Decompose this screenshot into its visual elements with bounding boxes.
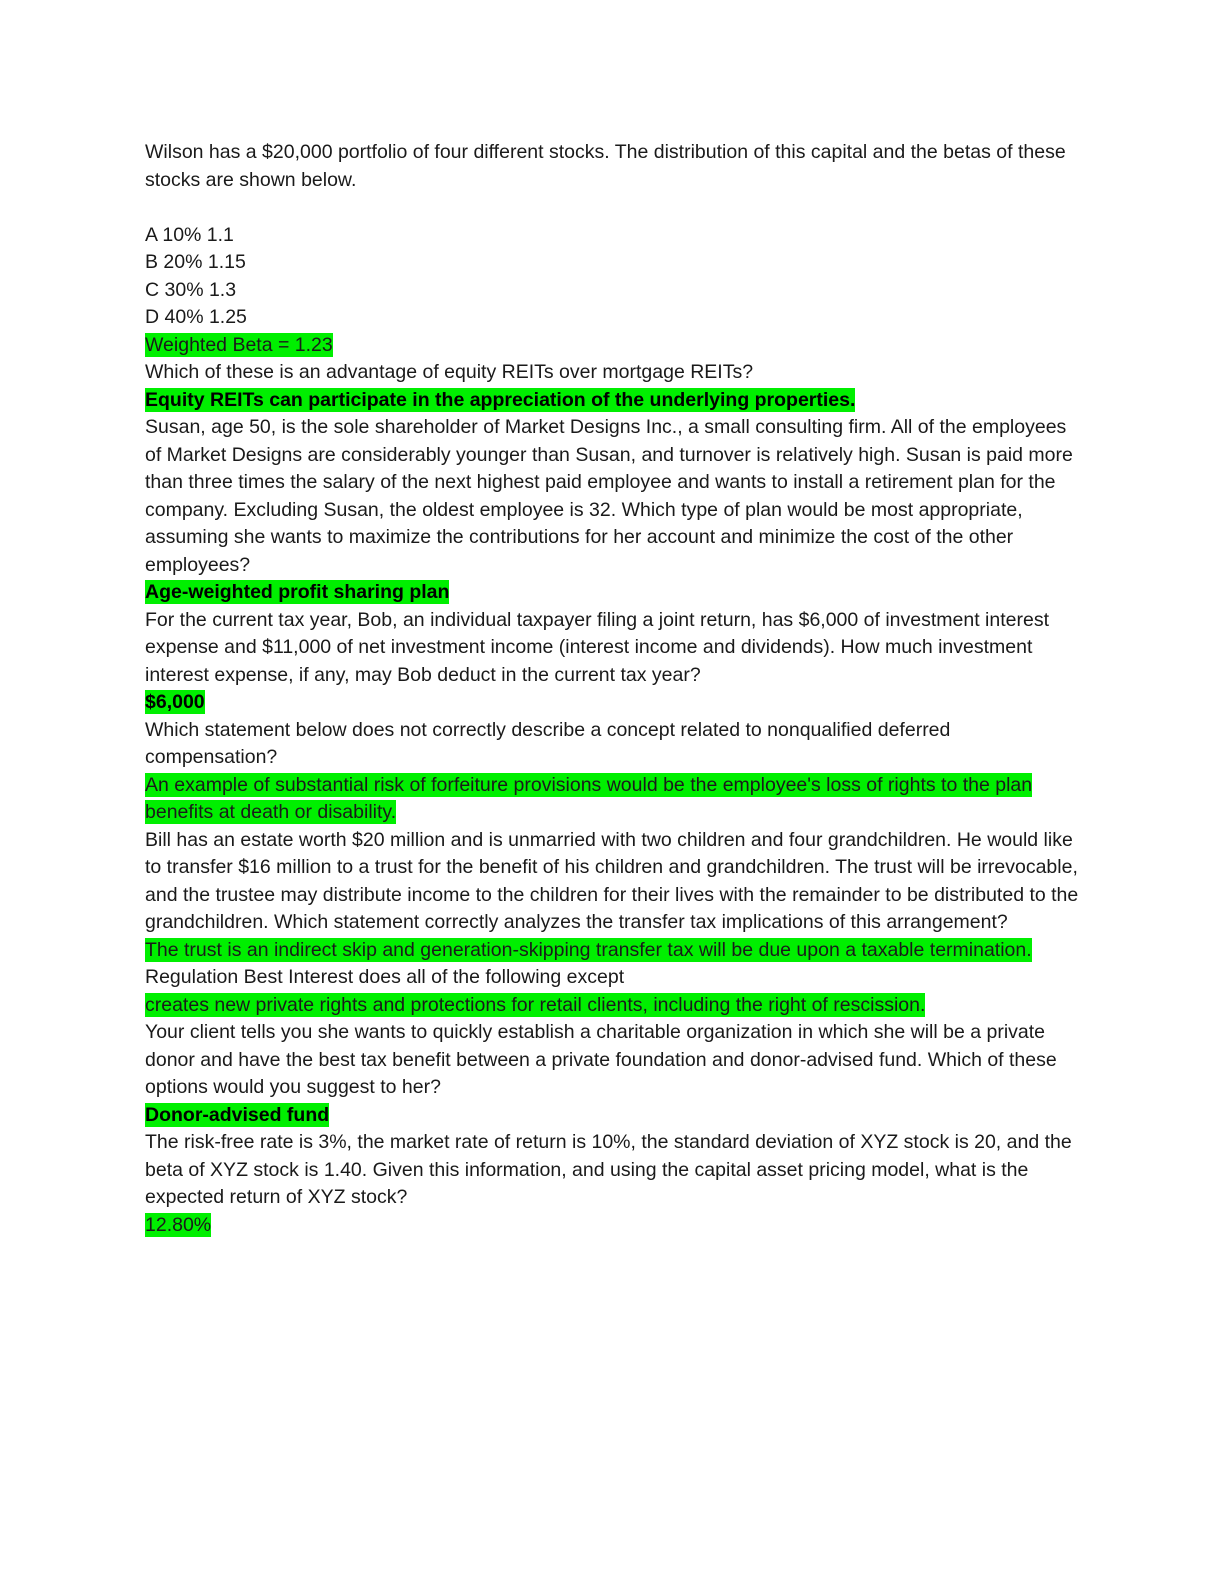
- question-text: Your client tells you she wants to quickly establish a charitable organization in which she will be a private donor and have the best tax benefit between a private foundation and donor-advised fund. Which of these options would you suggest to her?: [145, 1021, 1057, 1098]
- question-text: The risk-free rate is 3%, the market rate of return is 10%, the standard deviation of XYZ stock is 20, and the beta of XYZ stock is 1.40. Given this information, and using the capital asset pricing model, what is the expected return of XYZ stock?: [145, 1131, 1072, 1208]
- question-text: Which statement below does not correctly describe a concept related to nonqualified deferred compensation?: [145, 718, 951, 768]
- question-text: Which of these is an advantage of equity REITs over mortgage REITs?: [145, 361, 754, 383]
- highlighted-answer: The trust is an indirect skip and generation-skipping transfer tax will be due upon a taxable termination.: [145, 938, 1032, 961]
- text-block: [145, 222, 1082, 250]
- text-block: [145, 607, 1082, 690]
- text-block: [145, 772, 1082, 827]
- question-text: Regulation Best Interest does all of the following except: [145, 966, 625, 988]
- highlighted-answer: 12.80%: [145, 1213, 212, 1236]
- text-block: [145, 1019, 1082, 1102]
- text-block: [145, 827, 1082, 937]
- text-block: [145, 992, 1082, 1020]
- text-block: [145, 332, 1082, 360]
- text-block: [145, 359, 1082, 387]
- text-block: [145, 1102, 1082, 1130]
- text-block: [145, 717, 1082, 772]
- question-text: Wilson has a $20,000 portfolio of four different stocks. The distribution of this capital and the betas of these stocks are shown below.: [145, 141, 1066, 191]
- question-text: Bill has an estate worth $20 million and is unmarried with two children and four grandchildren. He would like to transfer $16 million to a trust for the benefit of his children and grandchildren. The trust will be irrevocable, and the trustee may distribute income to the children for their lives with the remainder to be distributed to the grandchildren. Which statement correctly analyzes the transfer tax implications of this arrangement?: [145, 828, 1079, 933]
- highlighted-answer-bold: Age-weighted profit sharing plan: [145, 581, 450, 603]
- text-block: [145, 1129, 1082, 1212]
- text-block: [145, 387, 1082, 415]
- text-block: [145, 139, 1082, 194]
- text-block: [145, 937, 1082, 965]
- text-block: [145, 689, 1082, 717]
- highlighted-answer-bold: Donor-advised fund: [145, 1103, 330, 1126]
- text-block: [145, 277, 1082, 305]
- highlighted-answer: creates new private rights and protections for retail clients, including the right of rescission.: [145, 993, 926, 1016]
- question-text: Susan, age 50, is the sole shareholder of Market Designs Inc., a small consulting firm. All of the employees of Market Designs are considerably younger than Susan, and turnover is relatively high. Susan is paid more than three times the salary of the next highest paid employee and wants to install a retirement plan for the company. Excluding Susan, the oldest employee is 32. Which type of plan would be most appropriate, assuming she wants to maximize the contributions for her account and minimize the cost of the other employees?: [145, 416, 1073, 576]
- text-block: [145, 1212, 1082, 1240]
- text-block: [145, 964, 1082, 992]
- highlighted-answer-bold: Equity REITs can participate in the appreciation of the underlying properties.: [145, 388, 856, 411]
- question-text: A 10% 1.1: [145, 223, 234, 246]
- highlighted-answer: An example of substantial risk of forfeiture provisions would be the employee's loss of rights to the plan benefits at death or disability.: [145, 773, 1033, 823]
- text-block: [145, 414, 1082, 579]
- document-body: [145, 139, 1082, 1239]
- question-text: C 30% 1.3: [145, 278, 237, 301]
- text-block: [145, 304, 1082, 332]
- highlighted-answer: Weighted Beta = 1.23: [145, 333, 333, 356]
- question-text: For the current tax year, Bob, an individual taxpayer filing a joint return, has $6,000 of investment interest expense and $11,000 of net investment income (interest income and dividends). How much investment interest expense, if any, may Bob deduct in the current tax year?: [145, 608, 1049, 686]
- highlighted-answer-bold: $6,000: [145, 691, 205, 713]
- text-block: [145, 249, 1082, 277]
- blank-line: [145, 194, 1082, 222]
- question-text: B 20% 1.15: [145, 251, 246, 273]
- text-block: [145, 579, 1082, 607]
- question-text: D 40% 1.25: [145, 306, 247, 328]
